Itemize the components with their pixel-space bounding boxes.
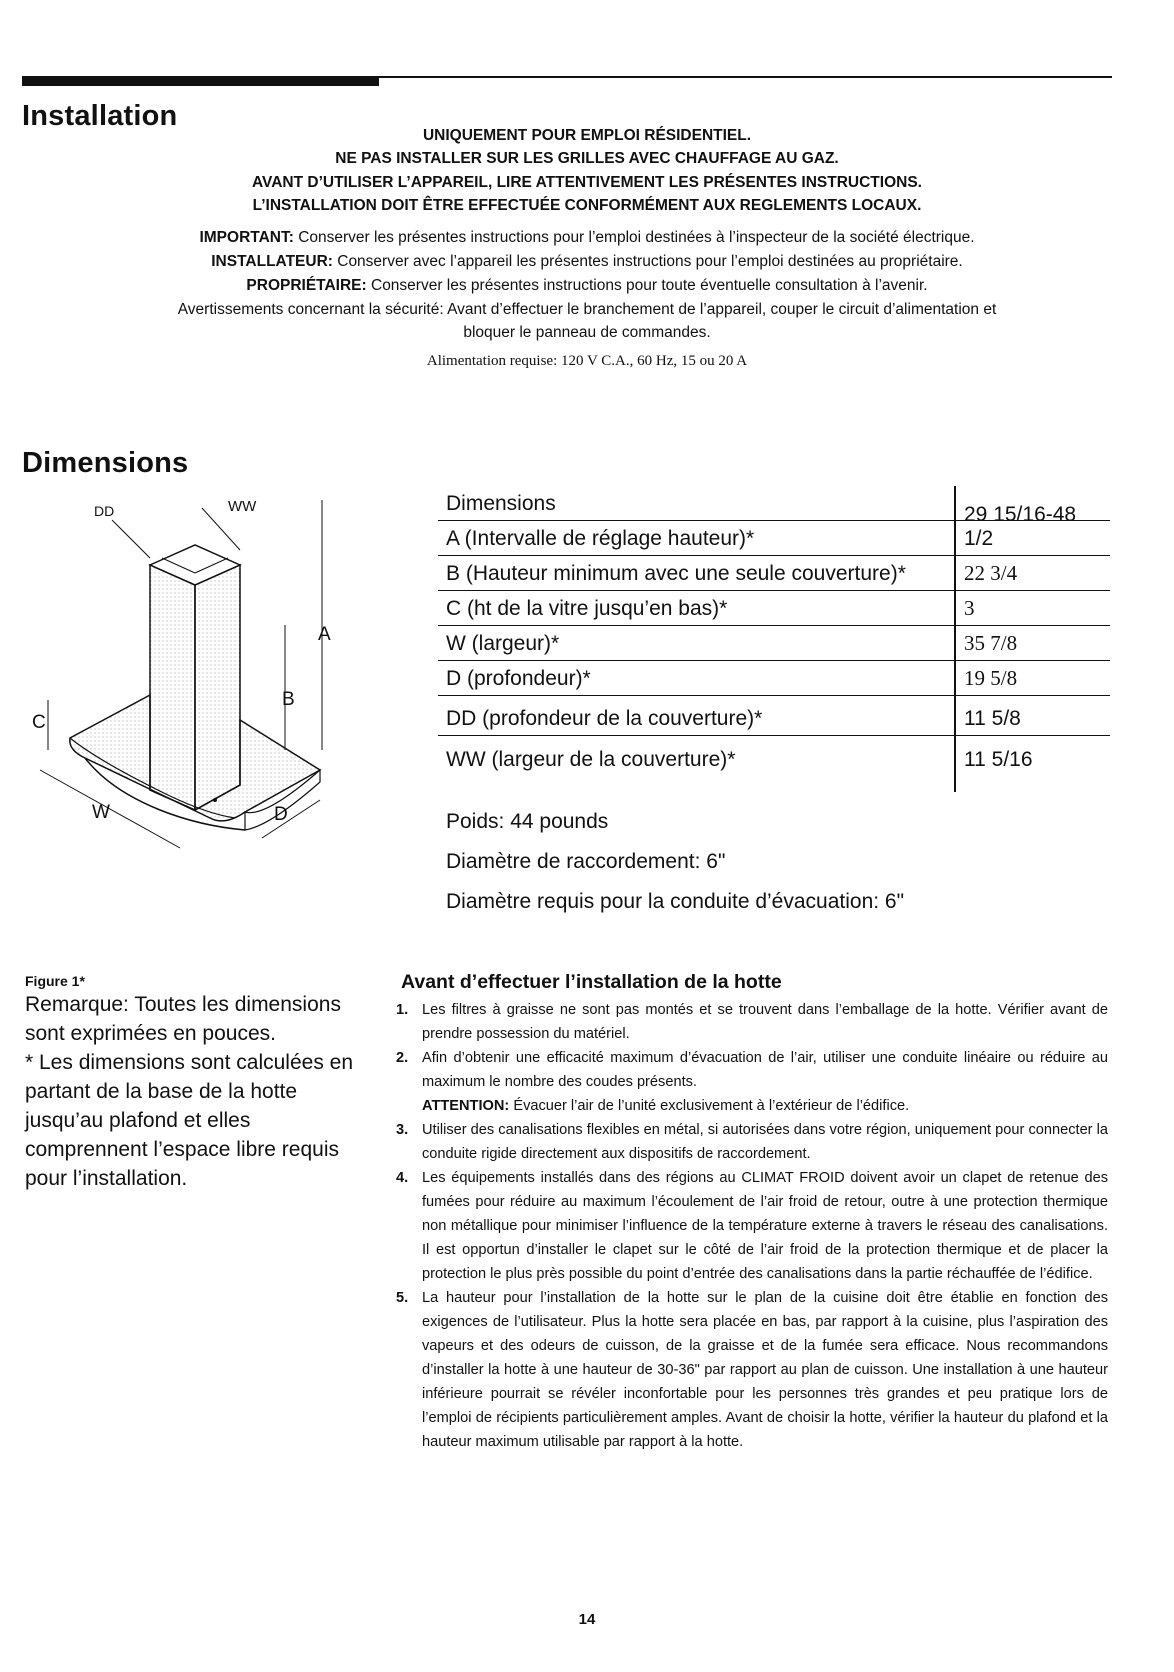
dimensions-table [438, 486, 1110, 776]
step-number: 1. [396, 1002, 409, 1018]
table-row [438, 736, 1110, 776]
step-number: 5. [396, 1290, 409, 1306]
note-owner-label: PROPRIÉTAIRE: [246, 277, 367, 294]
row-label: B (Hauteur minimum avec une seule couverture)* [446, 562, 906, 585]
row-value: 35 7/8 [964, 631, 1018, 655]
section-title-dimensions: Dimensions [22, 447, 189, 479]
step-text: Afin d’obtenir une efficacité maximum d’évacuation de l’air, utiliser une conduite linéaire ou réduire au maximum le nombre des coudes présents. [422, 1050, 1108, 1090]
label-w: W [92, 802, 110, 823]
table-row [438, 696, 1110, 736]
before-install-heading: Avant d’effectuer l’installation de la hotte [401, 971, 782, 993]
attention-text: Évacuer l’air de l’unité exclusivement à l’extérieur de l’édifice. [509, 1098, 910, 1114]
label-ww: WW [228, 500, 257, 515]
row-value: 22 3/4 [964, 561, 1018, 585]
list-item [392, 1166, 1108, 1286]
step-text: Utiliser des canalisations flexibles en métal, si autorisées dans votre région, uniquement pour connecter la conduite rigide directement aux dispositifs de raccordement. [422, 1122, 1108, 1162]
remark-text: Remarque: Toutes les dimensions sont exprimées en pouces. [25, 993, 341, 1045]
connection-diameter-text: Diamètre de raccordement: 6" [446, 850, 726, 873]
before-install-steps [392, 998, 1108, 1454]
step-text: La hauteur pour l’installation de la hotte sur le plan de la cuisine doit être établie en fonction des exigences de l’utilisateur. Plus la hotte sera placée en bas, par rapport à la cuisine, plus l’aspiration des vapeurs et des odeurs de cuisson, de la graisse et de la fumée sera efficace. Nous recommandons d’installer la hotte à une hauteur de 30-36" par rapport au plan de cuisson. Une installation à une hauteur inférieure pourrait se révéler inconfortable pour les personnes très grandes et peu pratique lors de l’emploi de récipients particulièrement amples. Avant de choisir la hotte, vérifier la hauteur du plafond et la hauteur maximum utilisable par rapport à la hotte. [422, 1290, 1108, 1450]
figure-remark [25, 990, 375, 1193]
note-owner [20, 275, 1154, 296]
row-value: 11 5/8 [964, 707, 1021, 730]
table-row [438, 626, 1110, 661]
hood-dimension-figure [30, 500, 385, 920]
row-value: 19 5/8 [964, 666, 1018, 690]
row-label: A (Intervalle de réglage hauteur)* [446, 527, 755, 550]
note-safety-line-1: Avertissements concernant la sécurité: Avant d’effectuer le branchement de l’appareil, couper le circuit d’alimentation et [177, 301, 997, 318]
weight-text: Poids: 44 pounds [446, 810, 609, 833]
caps-line-3: AVANT D’UTILISER L’APPAREIL, LIRE ATTENTIVEMENT LES PRÉSENTES INSTRUCTIONS. [252, 174, 922, 191]
step-text: Les filtres à graisse ne sont pas montés et se trouvent dans l’emballage de la hotte. Vérifier avant de prendre possession du matériel. [422, 1002, 1108, 1042]
label-a: A [318, 624, 331, 645]
list-item [392, 1286, 1108, 1454]
table-row [438, 591, 1110, 626]
row-value: 3 [964, 596, 975, 620]
row-label: D (profondeur)* [446, 667, 591, 690]
label-c: C [32, 712, 46, 733]
row-value: 29 15/16-48 1/2 [964, 503, 1077, 550]
step-text: Les équipements installés dans des régions au CLIMAT FROID doivent avoir un clapet de retenue des fumées pour réduire au maximum l’écoulement de l’air froid de retour, outre à une protection thermique non métallique pour minimiser l’influence de la température externe à travers le réseau des canalisations. Il est opportun d’installer le clapet sur le côté de l’air froid de la protection thermique et de placer la protection le plus près possible du point d’entrée des canalisations dans la partie réchauffée de l’édifice. [422, 1170, 1108, 1282]
page-number: 14 [578, 1611, 596, 1628]
step-number: 3. [396, 1122, 409, 1138]
note-safety-line-2: bloquer le panneau de commandes. [463, 324, 711, 341]
attention-note [422, 1094, 1108, 1118]
row-label: W (largeur)* [446, 632, 560, 655]
attention-label: ATTENTION: [422, 1098, 510, 1114]
row-value: 11 5/16 [964, 748, 1033, 771]
caps-line-2: NE PAS INSTALLER SUR LES GRILLES AVEC CHAUFFAGE AU GAZ. [335, 150, 839, 167]
note-important-text: Conserver les présentes instructions pour l’emploi destinées à l’inspecteur de la société électrique. [293, 229, 975, 246]
caps-line-4: L’INSTALLATION DOIT ÊTRE EFFECTUÉE CONFORMÉMENT AUX REGLEMENTS LOCAUX. [252, 197, 922, 214]
table-row [438, 556, 1110, 591]
step-number: 2. [396, 1050, 409, 1066]
note-installer-text: Conserver avec l’appareil les présentes instructions pour l’emploi destinées au propriétaire. [332, 253, 963, 270]
list-item [392, 1046, 1108, 1118]
note-installer-label: INSTALLATEUR: [211, 253, 333, 270]
header-rule-thin [379, 76, 1112, 78]
note-installer [20, 251, 1154, 272]
figure-caption: Figure 1* [25, 973, 85, 989]
row-label: WW (largeur de la couverture)* [446, 748, 736, 771]
list-item [392, 998, 1108, 1046]
header-rule-thick [22, 76, 379, 86]
caps-line-1: UNIQUEMENT POUR EMPLOI RÉSIDENTIEL. [422, 127, 752, 144]
table-row [438, 661, 1110, 696]
table-column-divider [954, 486, 956, 792]
section-title-installation: Installation [22, 100, 178, 132]
label-b: B [282, 689, 295, 710]
label-dd: DD [94, 503, 115, 519]
note-important-label: IMPORTANT: [199, 229, 294, 246]
step-number: 4. [396, 1170, 409, 1186]
remark-footnote: * Les dimensions sont calculées en partant de la base de la hotte jusqu’au plafond et elles comprennent l’espace libre requis pour l’installation. [25, 1051, 354, 1190]
note-important [20, 227, 1154, 248]
dimensions-table-header-label: Dimensions [446, 492, 556, 515]
power-requirement: Alimentation requise: 120 V C.A., 60 Hz, 15 ou 20 A [426, 353, 748, 369]
note-owner-text: Conserver les présentes instructions pour toute éventuelle consultation à l’avenir. [366, 277, 928, 294]
label-d: D [274, 804, 288, 825]
duct-diameter-text: Diamètre requis pour la conduite d’évacuation: 6" [446, 890, 905, 913]
row-label: C (ht de la vitre jusqu’en bas)* [446, 597, 728, 620]
chimney-shape [150, 545, 240, 810]
list-item [392, 1118, 1108, 1166]
row-label: DD (profondeur de la couverture)* [446, 707, 763, 730]
